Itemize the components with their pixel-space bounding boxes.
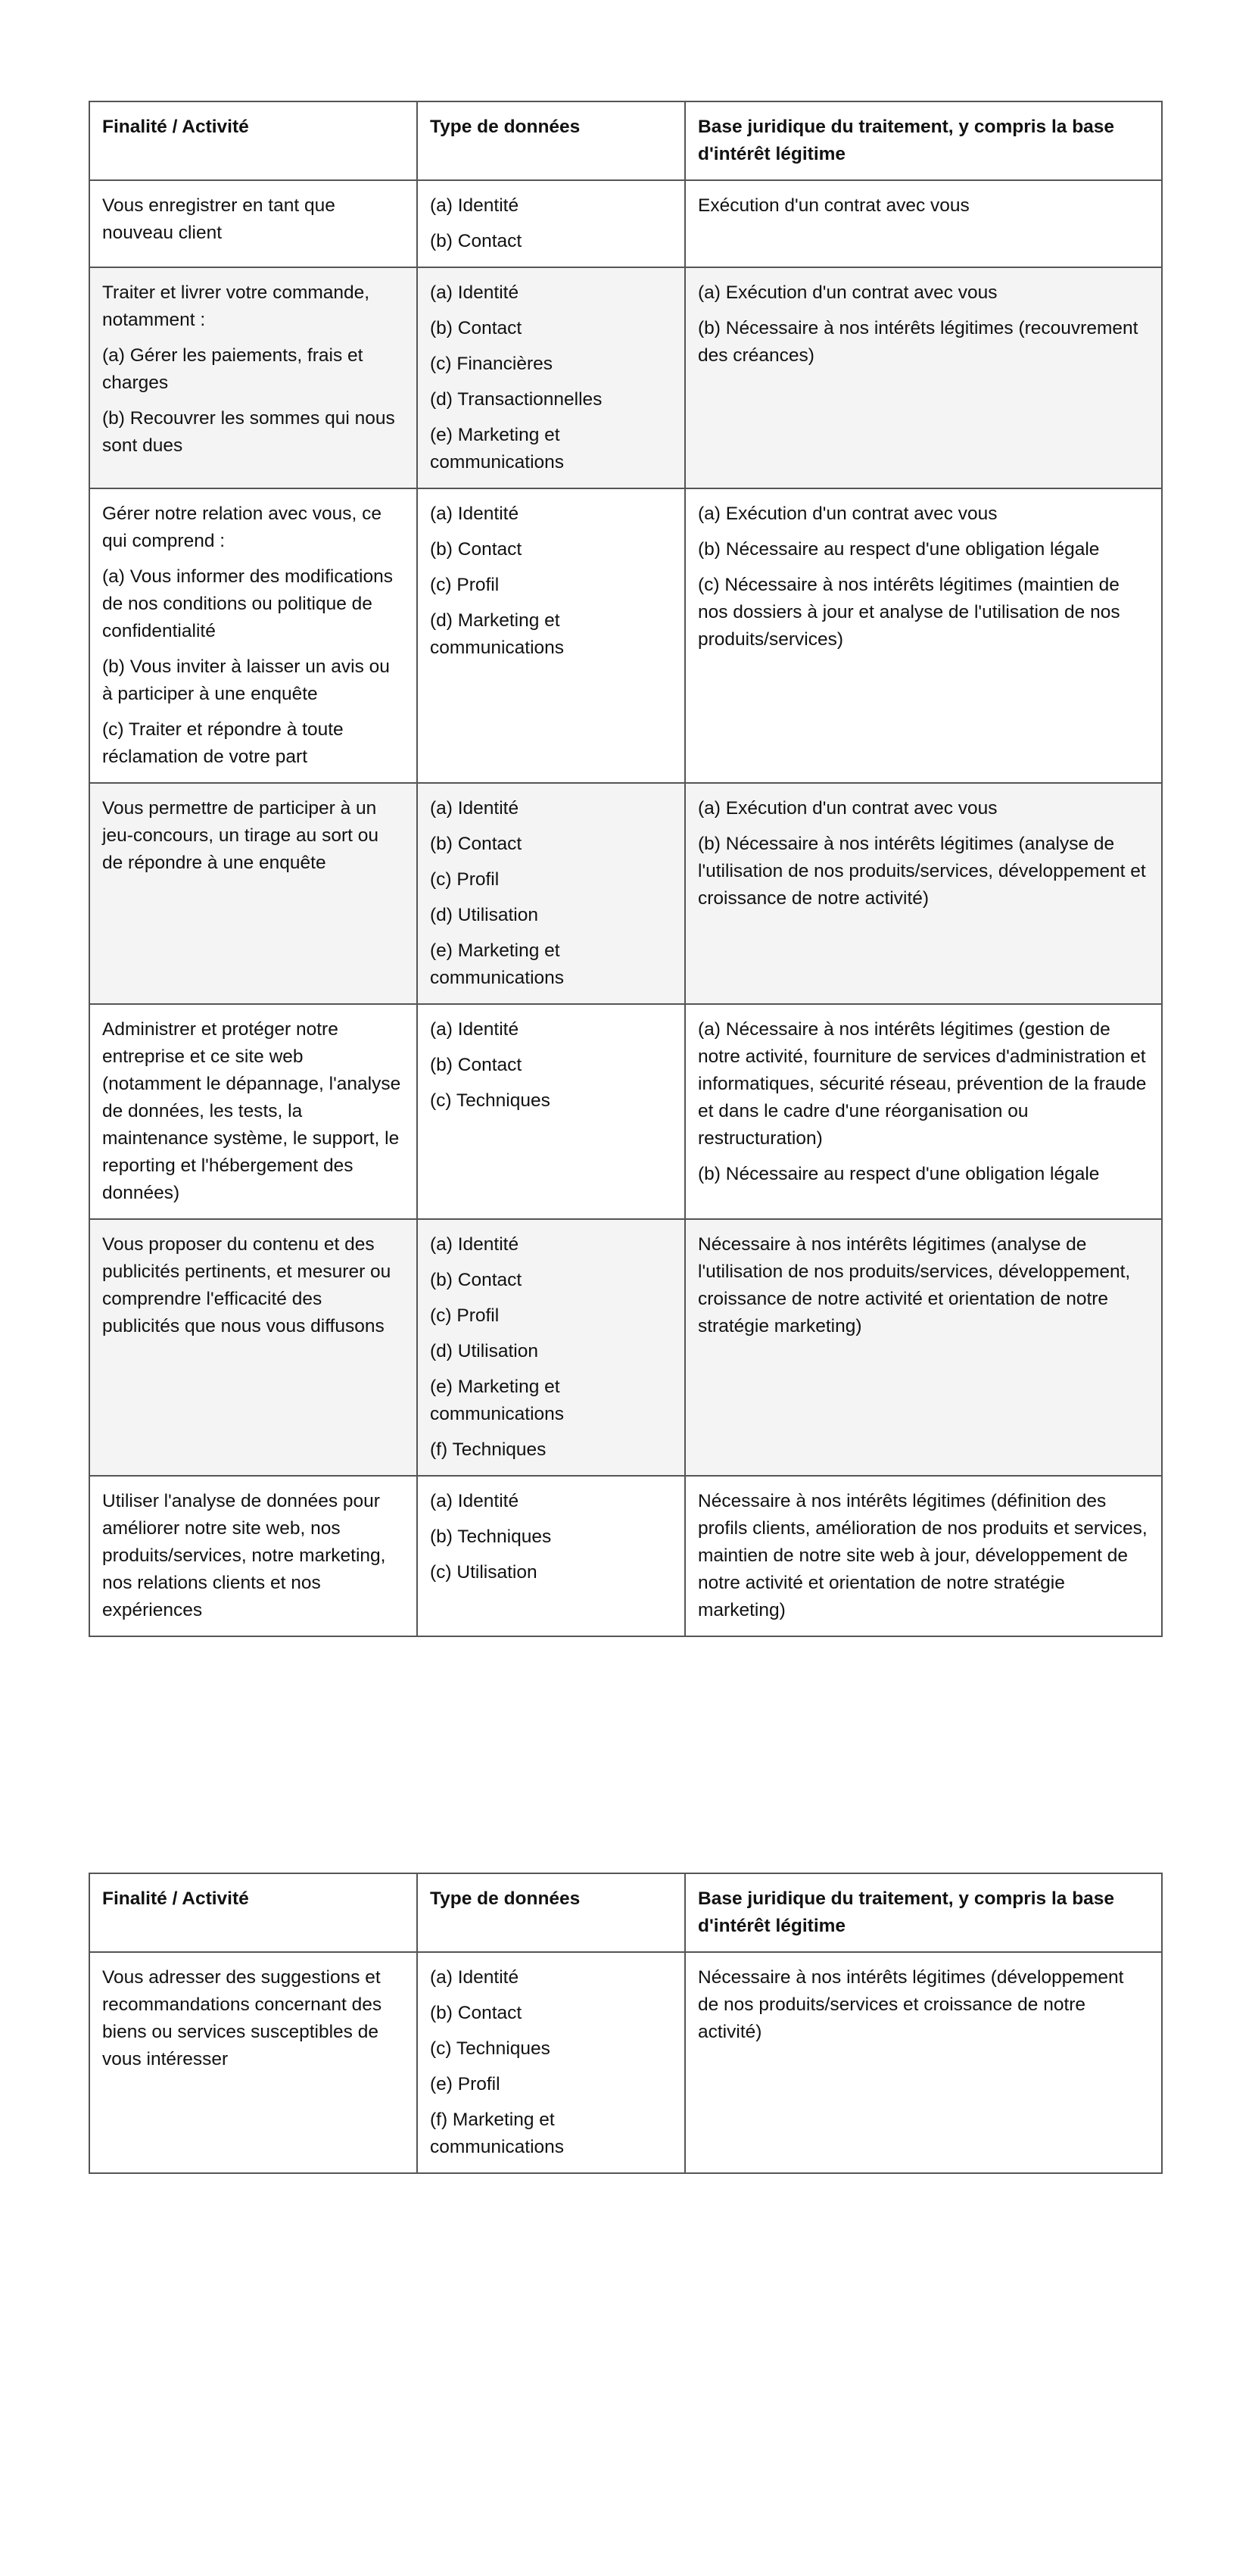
- purpose-line: Vous enregistrer en tant que nouveau client: [102, 195, 335, 243]
- table-row: [89, 267, 1162, 488]
- legal-basis-line: (c) Nécessaire à nos intérêts légitimes (maintien de nos dossiers à jour et analyse de l'utilisation de nos produits/services): [698, 575, 1120, 650]
- legal-basis-line: (a) Exécution d'un contrat avec vous: [698, 798, 998, 819]
- header-data-type: Type de données: [417, 1873, 685, 1952]
- data-type-item: (a) Identité: [430, 798, 519, 819]
- legal-basis-line: Nécessaire à nos intérêts légitimes (définition des profils clients, amélioration de nos produits et services, maintien de notre site web à jour, développement de notre activité et orientation de notre stratégie marketing): [698, 1491, 1148, 1620]
- data-type-item: (f) Techniques: [430, 1439, 547, 1460]
- legal-basis-line: Nécessaire à nos intérêts légitimes (développement de nos produits/services et croissance de notre activité): [698, 1967, 1124, 2042]
- data-type-item: (e) Marketing et communications: [430, 1377, 565, 1424]
- data-type-cell: [417, 1004, 685, 1219]
- data-type-item: (c) Profil: [430, 869, 500, 890]
- data-type-item: (a) Identité: [430, 1019, 519, 1040]
- data-type-item: (d) Transactionnelles: [430, 389, 603, 410]
- data-type-item: (a) Identité: [430, 282, 519, 303]
- purpose-line: Traiter et livrer votre commande, notamment :: [102, 282, 370, 330]
- purpose-cell: [89, 1004, 417, 1219]
- legal-basis-cell: [685, 488, 1162, 783]
- purpose-line: Administrer et protéger notre entreprise et ce site web (notamment le dépannage, l'analyse de données, les tests, la maintenance système, le support, le reporting et l'hébergement des données): [102, 1019, 401, 1203]
- data-type-item: (e) Marketing et communications: [430, 425, 565, 472]
- purpose-line: (a) Gérer les paiements, frais et charges: [102, 345, 363, 393]
- purpose-line: Vous permettre de participer à un jeu-concours, un tirage au sort ou de répondre à une enquête: [102, 798, 378, 873]
- data-type-item: (a) Identité: [430, 1234, 519, 1255]
- header-legal-basis: Base juridique du traitement, y compris la base d'intérêt légitime: [685, 1873, 1162, 1952]
- data-type-item: (d) Utilisation: [430, 905, 538, 925]
- data-type-cell: [417, 488, 685, 783]
- table-row: [89, 783, 1162, 1004]
- legal-basis-line: (a) Nécessaire à nos intérêts légitimes (gestion de notre activité, fourniture de services d'administration et informatiques, sécurité réseau, prévention de la fraude et dans le cadre d'une réorganisation ou restructuration): [698, 1019, 1147, 1149]
- legal-basis-line: (b) Nécessaire au respect d'une obligation légale: [698, 1164, 1100, 1184]
- legal-basis-line: (a) Exécution d'un contrat avec vous: [698, 504, 998, 524]
- data-type-item: (b) Contact: [430, 834, 522, 854]
- purpose-cell: [89, 488, 417, 783]
- data-type-cell: [417, 1219, 685, 1476]
- data-type-item: (d) Marketing et communications: [430, 610, 565, 658]
- purpose-line: (a) Vous informer des modifications de nos conditions ou politique de confidentialité: [102, 566, 393, 641]
- header-purpose: Finalité / Activité: [89, 1873, 417, 1952]
- purpose-cell: [89, 267, 417, 488]
- table-header-row: [89, 101, 1162, 180]
- purpose-line: (b) Recouvrer les sommes qui nous sont dues: [102, 408, 395, 456]
- purpose-cell: [89, 783, 417, 1004]
- data-type-item: (c) Profil: [430, 575, 500, 595]
- data-type-item: (c) Profil: [430, 1305, 500, 1326]
- table-row: [89, 180, 1162, 267]
- legal-basis-cell: [685, 1952, 1162, 2173]
- purpose-line: Vous adresser des suggestions et recommandations concernant des biens ou services susceptibles de vous intéresser: [102, 1967, 382, 2069]
- data-type-item: (c) Techniques: [430, 1090, 550, 1111]
- processing-purposes-table-continued: [89, 1873, 1163, 2174]
- purpose-line: (c) Traiter et répondre à toute réclamation de votre part: [102, 719, 344, 767]
- legal-basis-line: Nécessaire à nos intérêts légitimes (analyse de l'utilisation de nos produits/services, développement, croissance de notre activité et orientation de notre stratégie marketing): [698, 1234, 1131, 1336]
- legal-basis-line: (b) Nécessaire au respect d'une obligation légale: [698, 539, 1100, 560]
- data-type-item: (e) Profil: [430, 2074, 500, 2094]
- data-type-item: (a) Identité: [430, 504, 519, 524]
- data-type-item: (b) Contact: [430, 539, 522, 560]
- table-body: [89, 180, 1162, 1636]
- legal-basis-cell: [685, 1004, 1162, 1219]
- legal-basis-cell: [685, 267, 1162, 488]
- purpose-cell: [89, 1952, 417, 2173]
- processing-purposes-table: [89, 101, 1163, 1637]
- legal-basis-cell: [685, 180, 1162, 267]
- legal-basis-line: Exécution d'un contrat avec vous: [698, 195, 970, 216]
- data-type-cell: [417, 267, 685, 488]
- purpose-cell: [89, 180, 417, 267]
- legal-basis-cell: [685, 783, 1162, 1004]
- header-data-type: Type de données: [417, 101, 685, 180]
- data-type-item: (b) Contact: [430, 318, 522, 338]
- data-type-cell: [417, 1952, 685, 2173]
- legal-basis-line: (a) Exécution d'un contrat avec vous: [698, 282, 998, 303]
- data-type-item: (b) Contact: [430, 1055, 522, 1075]
- header-purpose: Finalité / Activité: [89, 101, 417, 180]
- table-row: [89, 1476, 1162, 1636]
- data-type-item: (a) Identité: [430, 195, 519, 216]
- legal-basis-cell: [685, 1219, 1162, 1476]
- data-type-item: (c) Financières: [430, 354, 553, 374]
- data-type-cell: [417, 1476, 685, 1636]
- data-type-item: (e) Marketing et communications: [430, 940, 565, 988]
- table-row: [89, 1004, 1162, 1219]
- legal-basis-cell: [685, 1476, 1162, 1636]
- table-row: [89, 1219, 1162, 1476]
- data-type-item: (b) Contact: [430, 2003, 522, 2023]
- table-header-row: [89, 1873, 1162, 1952]
- table-body: [89, 1952, 1162, 2173]
- legal-basis-line: (b) Nécessaire à nos intérêts légitimes (recouvrement des créances): [698, 318, 1138, 366]
- data-type-item: (c) Techniques: [430, 2038, 550, 2059]
- data-type-item: (a) Identité: [430, 1491, 519, 1511]
- purpose-cell: [89, 1219, 417, 1476]
- legal-basis-line: (b) Nécessaire à nos intérêts légitimes (analyse de l'utilisation de nos produits/services, développement et croissance de notre activité): [698, 834, 1146, 909]
- data-type-item: (d) Utilisation: [430, 1341, 538, 1361]
- purpose-cell: [89, 1476, 417, 1636]
- header-legal-basis: Base juridique du traitement, y compris la base d'intérêt légitime: [685, 101, 1162, 180]
- purpose-line: Gérer notre relation avec vous, ce qui comprend :: [102, 504, 382, 551]
- data-type-item: (a) Identité: [430, 1967, 519, 1988]
- table-row: [89, 1952, 1162, 2173]
- purpose-line: (b) Vous inviter à laisser un avis ou à participer à une enquête: [102, 656, 390, 704]
- data-type-cell: [417, 180, 685, 267]
- data-type-item: (c) Utilisation: [430, 1562, 537, 1583]
- purpose-line: Vous proposer du contenu et des publicités pertinents, et mesurer ou comprendre l'efficacité des publicités que nous vous diffusons: [102, 1234, 391, 1336]
- table-row: [89, 488, 1162, 783]
- data-type-item: (b) Contact: [430, 1270, 522, 1290]
- data-type-item: (f) Marketing et communications: [430, 2110, 565, 2157]
- purpose-line: Utiliser l'analyse de données pour améliorer notre site web, nos produits/services, notre marketing, nos relations clients et nos expériences: [102, 1491, 386, 1620]
- data-type-item: (b) Techniques: [430, 1527, 552, 1547]
- data-type-item: (b) Contact: [430, 231, 522, 251]
- data-type-cell: [417, 783, 685, 1004]
